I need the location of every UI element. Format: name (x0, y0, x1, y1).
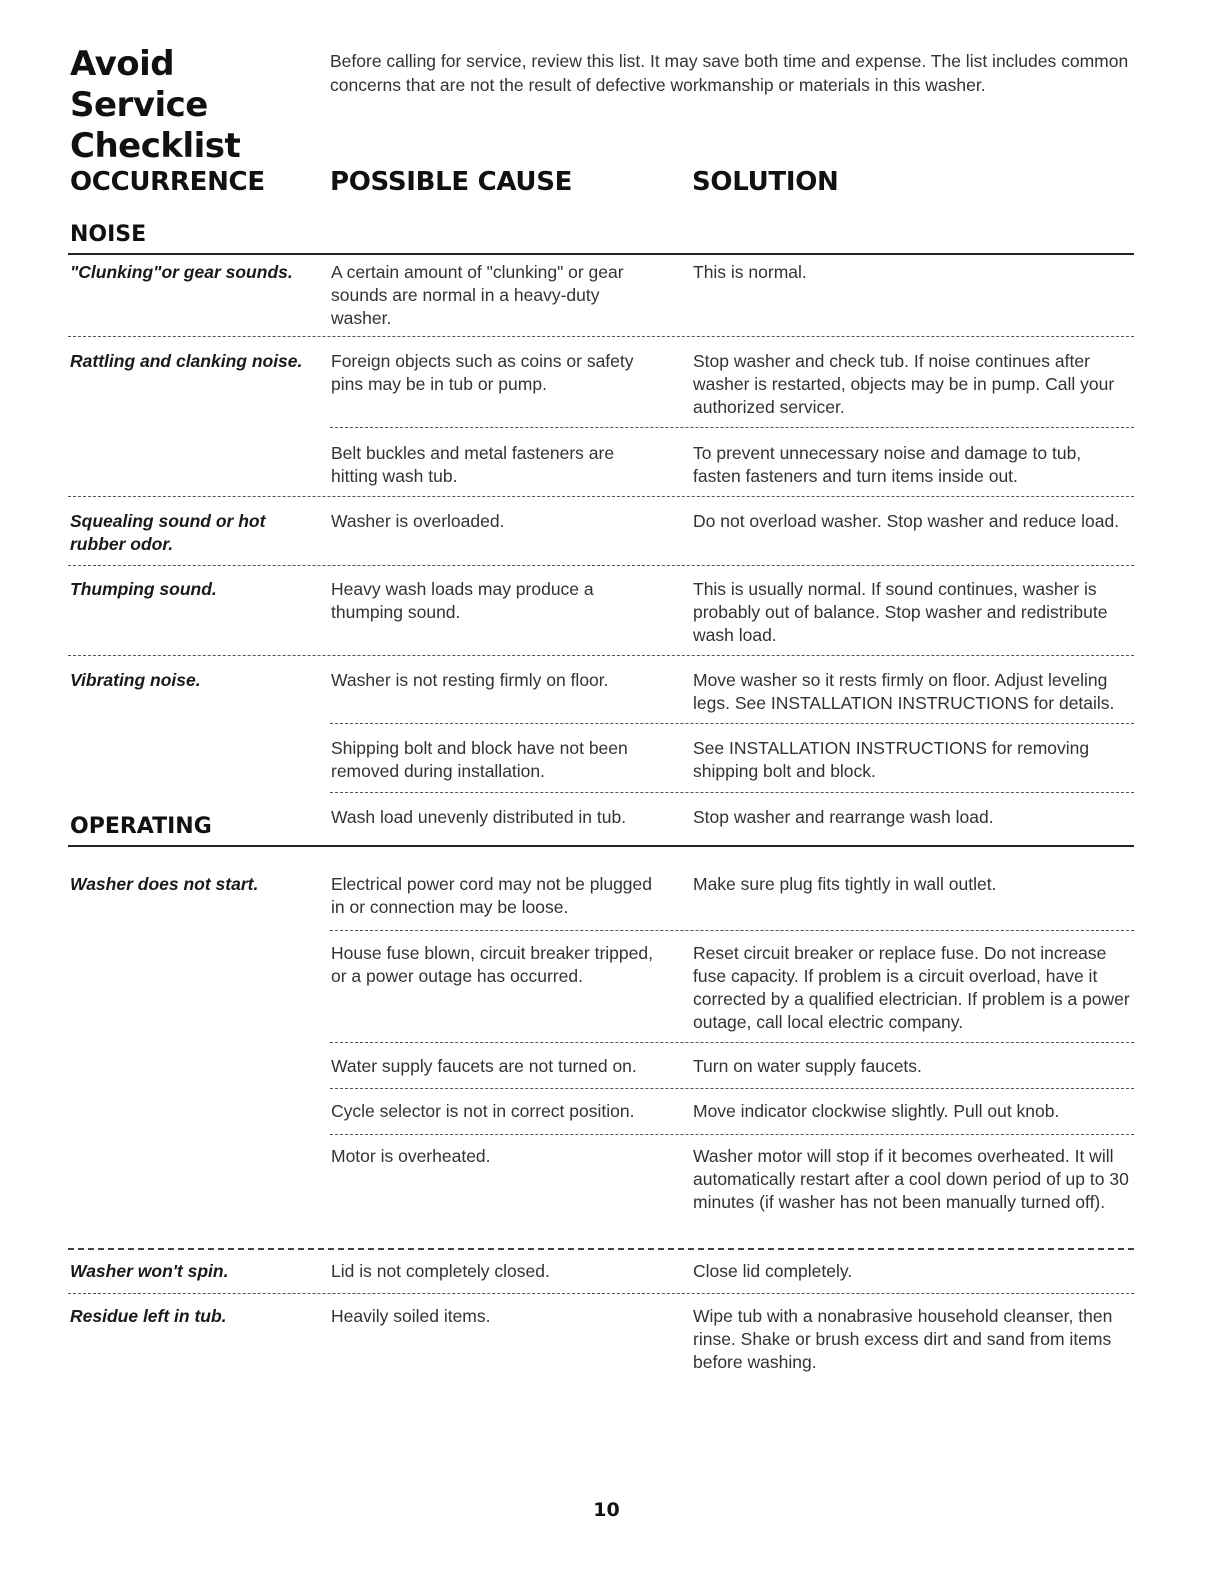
row-divider (68, 565, 1134, 566)
section-heading-operating: OPERATING (70, 814, 212, 839)
solution-text: Turn on water supply faucets. (693, 1056, 922, 1076)
occurrence-does-not-start: Washer does not start. (70, 874, 259, 894)
cause-text: Belt buckles and metal fasteners are hitting wash tub. (331, 443, 615, 486)
row-divider (68, 336, 1134, 337)
cause-text: House fuse blown, circuit breaker tripped, or a power outage has occurred. (331, 943, 653, 986)
cause-text: A certain amount of "clunking" or gear sounds are normal in a heavy-duty washer. (331, 262, 624, 328)
cause-divider (330, 723, 1134, 724)
section-rule (68, 253, 1134, 255)
row-divider (68, 496, 1134, 497)
solution-text: Reset circuit breaker or replace fuse. Do not increase fuse capacity. If problem is a circuit overload, have it corrected by a qualified electrician. If problem is a power outage, call local electric company. (693, 943, 1130, 1032)
row-divider (68, 655, 1134, 656)
cause-text: Heavy wash loads may produce a thumping sound. (331, 579, 594, 622)
row-divider (68, 1248, 1134, 1250)
solution-text: Stop washer and check tub. If noise continues after washer is restarted, objects may be in pump. Call your authorized servicer. (693, 351, 1115, 417)
cause-divider (330, 930, 1134, 931)
cause-text: Washer is overloaded. (331, 511, 505, 531)
page-number: 10 (593, 1499, 620, 1521)
cause-text: Electrical power cord may not be plugged in or connection may be loose. (331, 874, 653, 917)
occurrence-rattling: Rattling and clanking noise. (70, 351, 303, 371)
occurrence-vibrating: Vibrating noise. (70, 670, 201, 690)
column-header-occurrence: OCCURRENCE (70, 167, 265, 197)
column-header-cause: POSSIBLE CAUSE (330, 167, 573, 197)
occurrence-residue: Residue left in tub. (70, 1306, 227, 1326)
cause-divider (330, 792, 1134, 793)
solution-text: Do not overload washer. Stop washer and reduce load. (693, 511, 1120, 531)
occurrence-squealing: Squealing sound or hot rubber odor. (70, 511, 266, 554)
cause-divider (330, 1134, 1134, 1135)
cause-text: Washer is not resting firmly on floor. (331, 670, 609, 690)
solution-text: Move washer so it rests firmly on floor. Adjust leveling legs. See INSTALLATION INSTRUCTIONS for details. (693, 670, 1115, 713)
solution-text: Make sure plug fits tightly in wall outlet. (693, 874, 997, 894)
section-heading-noise: NOISE (70, 222, 147, 247)
solution-text: Wipe tub with a nonabrasive household cleanser, then rinse. Shake or brush excess dirt and sand from items before washing. (693, 1306, 1113, 1372)
page-title (70, 44, 310, 167)
solution-text: Washer motor will stop if it becomes overheated. It will automatically restart after a cool down period of up to 30 minutes (if washer has not been manually turned off). (693, 1146, 1129, 1212)
occurrence-wont-spin: Washer won't spin. (70, 1261, 229, 1281)
solution-text: Close lid completely. (693, 1261, 853, 1281)
section-rule (68, 845, 1134, 847)
cause-divider (330, 427, 1134, 428)
solution-text: This is normal. (693, 262, 807, 282)
occurrence-thumping: Thumping sound. (70, 579, 217, 599)
cause-text: Heavily soiled items. (331, 1306, 491, 1326)
cause-text: Lid is not completely closed. (331, 1261, 550, 1281)
cause-text: Motor is overheated. (331, 1146, 491, 1166)
cause-text: Shipping bolt and block have not been removed during installation. (331, 738, 628, 781)
column-header-solution: SOLUTION (692, 167, 839, 197)
cause-text: Wash load unevenly distributed in tub. (331, 807, 627, 827)
occurrence-clunking: "Clunking"or gear sounds. (70, 262, 293, 282)
cause-text: Water supply faucets are not turned on. (331, 1056, 637, 1076)
cause-text: Cycle selector is not in correct position. (331, 1101, 635, 1121)
solution-text: See INSTALLATION INSTRUCTIONS for removing shipping bolt and block. (693, 738, 1090, 781)
title-line-1: Avoid Service (70, 44, 208, 125)
cause-divider (330, 1088, 1134, 1089)
cause-text: Foreign objects such as coins or safety pins may be in tub or pump. (331, 351, 634, 394)
solution-text: Stop washer and rearrange wash load. (693, 807, 994, 827)
solution-text: To prevent unnecessary noise and damage to tub, fasten fasteners and turn items inside out. (693, 443, 1082, 486)
cause-divider (330, 1042, 1134, 1043)
intro-paragraph: Before calling for service, review this list. It may save both time and expense. The list includes common concerns that are not the result of defective workmanship or materials in this washer. (330, 51, 1129, 95)
solution-text: Move indicator clockwise slightly. Pull out knob. (693, 1101, 1060, 1121)
title-line-2: Checklist (70, 126, 241, 166)
solution-text: This is usually normal. If sound continues, washer is probably out of balance. Stop washer and redistribute wash load. (693, 579, 1108, 645)
row-divider (68, 1293, 1134, 1294)
